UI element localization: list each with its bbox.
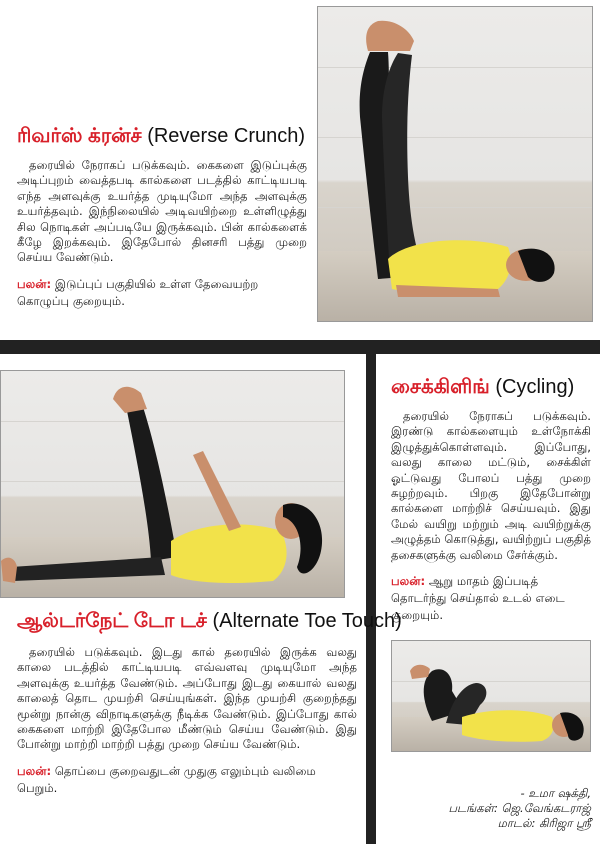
alternate-toe-touch-section — [17, 610, 402, 797]
credit-model: மாடல்: கிரிஜா ஸ்ரீ — [497, 816, 591, 830]
benefit-text: தொப்பை குறைவதுடன் முதுகு எலும்பும் வலிமை பெறும். — [17, 763, 316, 795]
credit-photos: படங்கள்: ஜெ.வேங்கடராஜ் — [448, 801, 591, 815]
alternate-toe-touch-figure — [1, 371, 345, 598]
alternate-toe-touch-benefit — [17, 763, 357, 797]
reverse-crunch-title-english: (Reverse Crunch) — [147, 125, 306, 147]
benefit-text: ஆறு மாதம் இப்படித் தொடர்ந்து செய்தால் உடல் எடை குறையும். — [391, 574, 565, 623]
cycling-section — [391, 376, 591, 624]
alternate-toe-touch-title-tamil: ஆல்டர்நேட் டோ டச் — [17, 610, 207, 632]
reverse-crunch-body: தரையில் நேராகப் படுக்கவும். கைகளை இடுப்புக்கு அடிப்புறம் வைத்தபடி கால்களை படத்தில் காட்டியபடி எந்த அளவுக்கு உயர்த்த முடியுமோ அந்த அளவுக்கு உயர்த்தவும். இந்நிலையில் அடிவயிற்றை உள்ளிழுத்து சில நொடிகள் அப்படியே இருக்கவும். பின் கால்களைக் கீழே இறக்கவும். இதேபோல் தினசரி பத்து முறை செய்ய வேண்டும். — [17, 158, 307, 265]
benefit-label: பலன்: — [17, 276, 52, 291]
alternate-toe-touch-photo — [0, 370, 345, 598]
credit-author: - உமா ஷக்தி, — [520, 786, 591, 800]
cycling-body: தரையில் நேராகப் படுக்கவும். இரண்டு கால்களையும் உள்நோக்கி இழுத்துக்கொள்ளவும். இப்போது, வலது காலை மட்டும், சைக்கிள் ஓட்டுவது போலப் பத்து முறை சுழற்றவும். பிறகு இதேபோன்று கால்களை மாற்றிச் செய்யவும். இது மேல் வயிறு மற்றும் அடி வயிற்றுக்கு அழுத்தம் கொடுத்து, வயிற்றுப் பகுதித் தசைகளுக்கு வலிமை சேர்க்கும். — [391, 409, 592, 562]
horizontal-divider — [0, 340, 600, 354]
benefit-label: பலன்: — [17, 763, 52, 778]
benefit-label: பலன்: — [391, 574, 426, 589]
cycling-title-english: (Cycling) — [495, 376, 575, 398]
cycling-title-tamil: சைக்கிளிங் — [391, 376, 490, 398]
cycling-benefit — [391, 573, 591, 624]
alternate-toe-touch-body: தரையில் படுக்கவும். இடது கால் தரையில் இருக்க வலது காலை படத்தில் காட்டியபடி எவ்வளவு முடியுமோ அந்த அளவுக்கு உயர்த்த வேண்டும். அப்போது இடது கையால் வலது காலைத் தொட முயற்சி செய்யுங்கள். இந்த முயற்சி குறைந்தது மூன்று நான்கு விநாடிகளுக்கு நீடிக்க வேண்டும். இப்போது கால் கைகளை மாற்றி இதேபோல மீண்டும் செய்ய வேண்டும். இது போன்று மாற்றி மாற்றி பத்து முறை செய்ய வேண்டும். — [17, 645, 357, 752]
reverse-crunch-photo — [317, 6, 593, 322]
cycling-title — [391, 376, 591, 401]
benefit-text: இடுப்புப் பகுதியில் உள்ள தேவையற்ற கொழுப்பு குறையும். — [17, 276, 259, 308]
credits — [391, 786, 591, 831]
reverse-crunch-title-tamil: ரிவர்ஸ் க்ரன்ச் — [17, 125, 142, 147]
reverse-crunch-title — [17, 125, 307, 150]
reverse-crunch-section — [17, 125, 307, 310]
reverse-crunch-benefit — [17, 276, 307, 310]
vertical-divider — [366, 354, 376, 844]
alternate-toe-touch-title — [17, 610, 402, 635]
cycling-figure — [392, 641, 591, 752]
cycling-photo — [391, 640, 591, 752]
reverse-crunch-figure — [318, 7, 593, 322]
alternate-toe-touch-title-english: (Alternate Toe Touch) — [212, 610, 402, 632]
